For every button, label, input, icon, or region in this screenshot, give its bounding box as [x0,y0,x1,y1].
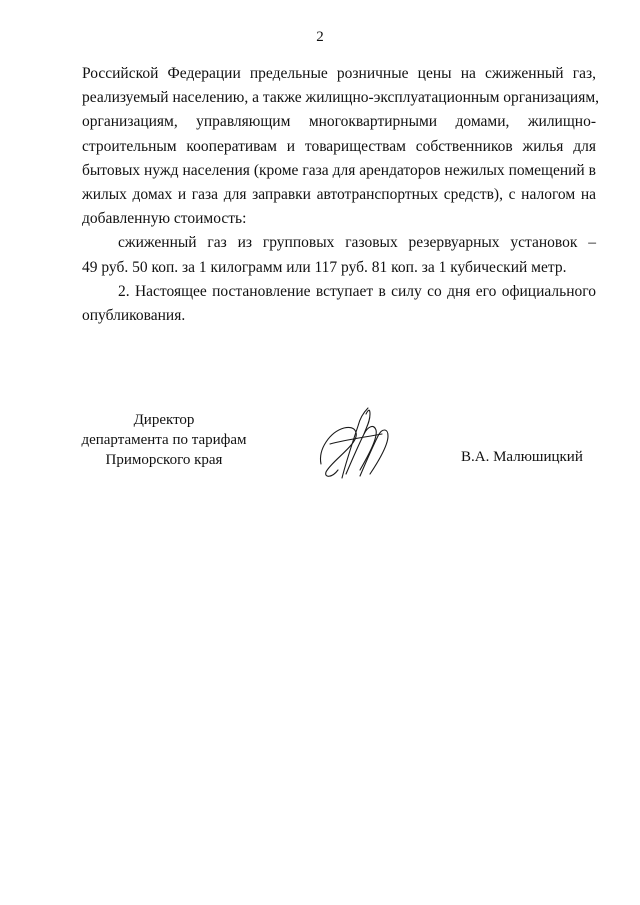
signatory-title [74,410,254,470]
signatory-title-line: Приморского края [105,452,223,468]
text-line: добавленную стоимость: [82,210,247,228]
handwritten-signature [316,404,396,484]
text-line: жилых домах и газа для заправки автотранспортных средств), с налогом на [82,186,596,204]
text-line: бытовых нужд населения (кроме газа для арендаторов нежилых помещений в [82,161,596,179]
paragraph-effective-date [82,280,596,328]
text-line: строительным кооперативам и товариществам собственников жилья для [82,137,596,155]
paragraph-price-value [82,231,596,279]
text-line: опубликования. [82,307,186,325]
text-line: Российской Федерации предельные розничные цены на сжиженный газ, [82,65,596,82]
paragraph-price-scope [82,62,600,231]
text-line: 2. Настоящее постановление вступает в силу со дня его официального [118,282,596,300]
text-line: реализуемый населению, а также жилищно-эксплуатационным организациям, [82,89,600,107]
signatory-name: В.А. Малюшицкий [461,449,583,465]
document-body [82,62,600,328]
signatory-title-line: Директор [133,412,195,428]
page-number: 2 [316,29,324,45]
text-line: 49 руб. 50 коп. за 1 килограмм или 117 руб. 81 коп. за 1 кубический метр. [82,258,567,276]
text-line: сжиженный газ из групповых газовых резервуарных установок – [118,234,596,252]
text-line: организациям, управляющим многоквартирными домами, жилищно- [82,113,596,131]
signatory-title-line: департамента по тарифам [81,432,247,448]
